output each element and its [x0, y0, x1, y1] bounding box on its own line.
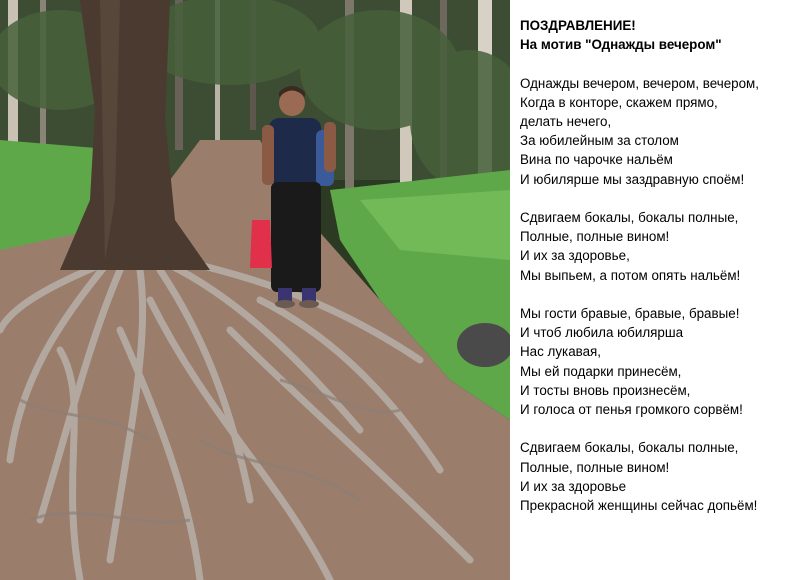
poem-line: И чтоб любила юбилярша [520, 325, 684, 341]
poem-line: Мы гости бравые, бравые, бравые! [520, 306, 740, 321]
poem-line: И тосты вновь произнесём, [520, 382, 691, 398]
poem-line: И голоса от пенья громкого сорвём! [520, 402, 743, 418]
poem-title: ПОЗДРАВЛЕНИЕ! [520, 18, 636, 33]
poem-line: Сдвигаем бокалы, бокалы полные, [520, 210, 739, 225]
stanza-4 [520, 438, 796, 515]
poem-panel [520, 16, 796, 515]
poem-line: Мы выпьем, а потом опять нальём! [520, 267, 741, 283]
poem-line: Мы ей подарки принесём, [520, 363, 682, 379]
poem-line: делать нечего, [520, 114, 612, 129]
stanza-3 [520, 304, 796, 419]
poem-subtitle: На мотив "Однажды вечером" [520, 37, 722, 53]
poem-line: Вина по чарочке нальём [520, 152, 673, 168]
poem-line: Когда в конторе, скажем прямо, [520, 94, 718, 110]
poem-line: И их за здоровье, [520, 248, 630, 264]
pink-bag [250, 220, 272, 268]
poem-line: Полные, полные вином! [520, 459, 670, 475]
poem-line: За юбилейным за столом [520, 133, 679, 149]
stanza-1 [520, 74, 796, 189]
poem-line: Прекрасной женщины сейчас допьём! [520, 498, 758, 514]
stanza-2 [520, 208, 796, 285]
poem-line: Полные, полные вином! [520, 229, 670, 245]
poem-line: И их за здоровье [520, 478, 627, 494]
poem-line: Однажды вечером, вечером, вечером, [520, 75, 759, 91]
poem-line: Нас лукавая, [520, 344, 602, 360]
poem-line: Сдвигаем бокалы, бокалы полные, [520, 440, 739, 456]
poem-line: И юбилярше мы заздравную споём! [520, 171, 745, 187]
